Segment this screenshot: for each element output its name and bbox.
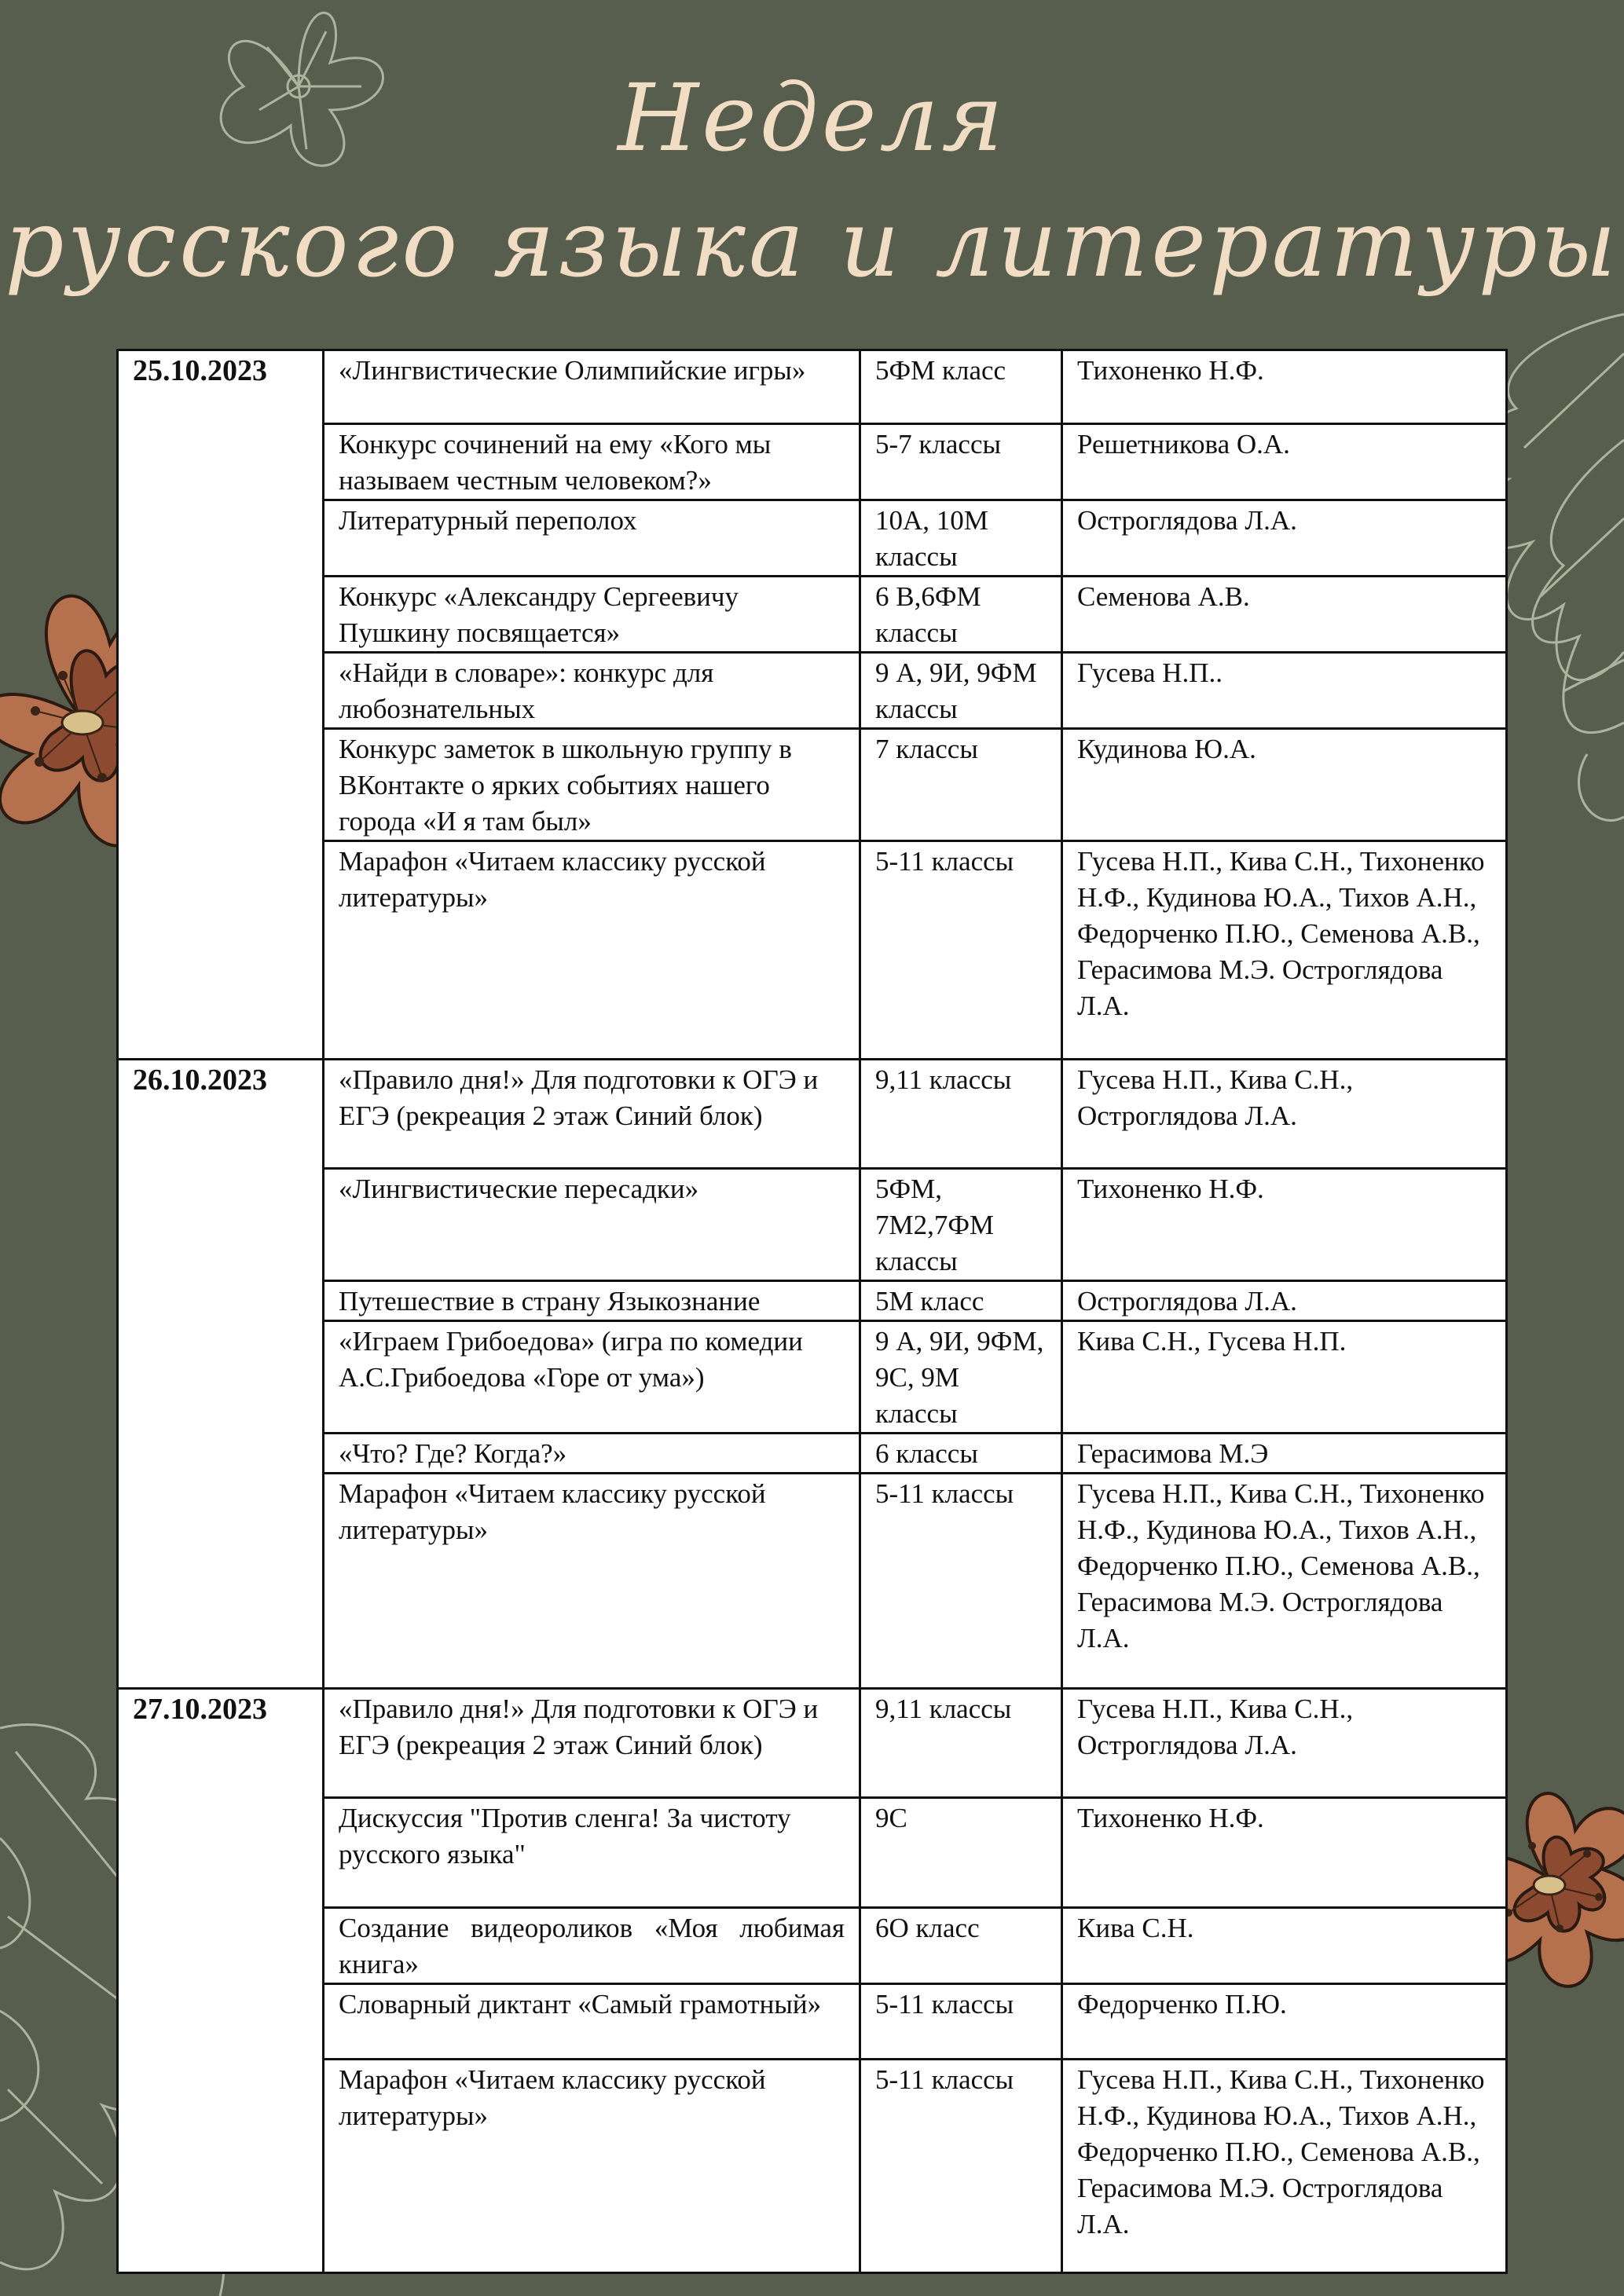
classes-cell: 9,11 классы bbox=[860, 1060, 1062, 1169]
classes-cell: 6 классы bbox=[860, 1434, 1062, 1474]
table-row bbox=[118, 1474, 1507, 1689]
classes-cell: 9 А, 9И, 9ФМ классы bbox=[860, 653, 1062, 729]
table-row bbox=[118, 1689, 1507, 1798]
table-row bbox=[118, 424, 1507, 500]
event-name-cell: Литературный переполох bbox=[324, 500, 860, 577]
teacher-cell: Кудинова Ю.А. bbox=[1062, 729, 1507, 841]
teacher-cell: Тихоненко Н.Ф. bbox=[1062, 350, 1507, 424]
event-name-cell: Марафон «Читаем классику русской литературы» bbox=[324, 841, 860, 1060]
event-name-cell: Марафон «Читаем классику русской литературы» bbox=[324, 1474, 860, 1689]
table-row bbox=[118, 1060, 1507, 1169]
table-row bbox=[118, 1908, 1507, 1984]
table-row bbox=[118, 577, 1507, 653]
teacher-cell: Тихоненко Н.Ф. bbox=[1062, 1798, 1507, 1908]
classes-cell: 9 А, 9И, 9ФМ, 9С, 9М классы bbox=[860, 1321, 1062, 1434]
event-name-cell: «Лингвистические пересадки» bbox=[324, 1169, 860, 1281]
table-row bbox=[118, 1434, 1507, 1474]
classes-cell: 9С bbox=[860, 1798, 1062, 1908]
table-row bbox=[118, 841, 1507, 1060]
event-name-cell: «Правило дня!» Для подготовки к ОГЭ и ЕГЭ (рекреация 2 этаж Синий блок) bbox=[324, 1060, 860, 1169]
teacher-cell: Кива С.Н. bbox=[1062, 1908, 1507, 1984]
classes-cell: 9,11 классы bbox=[860, 1689, 1062, 1798]
teacher-cell: Гусева Н.П., Кива С.Н., Остроглядова Л.А. bbox=[1062, 1689, 1507, 1798]
event-name-cell: Конкурс «Александру Сергеевичу Пушкину посвящается» bbox=[324, 577, 860, 653]
teacher-cell: Тихоненко Н.Ф. bbox=[1062, 1169, 1507, 1281]
classes-cell: 5-11 классы bbox=[860, 1984, 1062, 2060]
teacher-cell: Гусева Н.П., Кива С.Н., Тихоненко Н.Ф., Кудинова Ю.А., Тихов А.Н., Федорченко П.Ю., Семенова А.В., Герасимова М.Э. Остроглядова Л.А. bbox=[1062, 2060, 1507, 2273]
event-name-cell: «Найди в словаре»: конкурс для любознательных bbox=[324, 653, 860, 729]
event-name-cell: Марафон «Читаем классику русской литературы» bbox=[324, 2060, 860, 2273]
classes-cell: 7 классы bbox=[860, 729, 1062, 841]
page-title bbox=[0, 55, 1624, 306]
table-row bbox=[118, 1321, 1507, 1434]
classes-cell: 6 В,6ФМ классы bbox=[860, 577, 1062, 653]
event-name-cell: Конкурс сочинений на ему «Кого мы называем честным человеком?» bbox=[324, 424, 860, 500]
table-row bbox=[118, 350, 1507, 424]
teacher-cell: Гусева Н.П., Кива С.Н., Тихоненко Н.Ф., Кудинова Ю.А., Тихов А.Н., Федорченко П.Ю., Семенова А.В., Герасимова М.Э. Остроглядова Л.А. bbox=[1062, 1474, 1507, 1689]
classes-cell: 5-7 классы bbox=[860, 424, 1062, 500]
event-name-cell: Путешествие в страну Языкознание bbox=[324, 1281, 860, 1321]
teacher-cell: Герасимова М.Э bbox=[1062, 1434, 1507, 1474]
date-cell: 27.10.2023 bbox=[118, 1689, 324, 2273]
date-cell: 25.10.2023 bbox=[118, 350, 324, 1060]
event-name-cell: Словарный диктант «Самый грамотный» bbox=[324, 1984, 860, 2060]
classes-cell: 10А, 10М классы bbox=[860, 500, 1062, 577]
teacher-cell: Гусева Н.П., Кива С.Н., Тихоненко Н.Ф., Кудинова Ю.А., Тихов А.Н., Федорченко П.Ю., Семенова А.В., Герасимова М.Э. Остроглядова Л.А. bbox=[1062, 841, 1507, 1060]
title-line-1: Неделя bbox=[618, 64, 1006, 172]
teacher-cell: Семенова А.В. bbox=[1062, 577, 1507, 653]
date-cell: 26.10.2023 bbox=[118, 1060, 324, 1689]
event-name-cell: Создание видеороликов «Моя любимая книга» bbox=[324, 1908, 860, 1984]
table-row bbox=[118, 1984, 1507, 2060]
table-row bbox=[118, 1798, 1507, 1908]
teacher-cell: Гусева Н.П.. bbox=[1062, 653, 1507, 729]
table-row bbox=[118, 1281, 1507, 1321]
classes-cell: 5ФМ, 7М2,7ФМ классы bbox=[860, 1169, 1062, 1281]
teacher-cell: Кива С.Н., Гусева Н.П. bbox=[1062, 1321, 1507, 1434]
table-row bbox=[118, 500, 1507, 577]
classes-cell: 5М класс bbox=[860, 1281, 1062, 1321]
teacher-cell: Остроглядова Л.А. bbox=[1062, 500, 1507, 577]
schedule-table bbox=[116, 349, 1508, 2274]
classes-cell: 5-11 классы bbox=[860, 841, 1062, 1060]
classes-cell: 5-11 классы bbox=[860, 1474, 1062, 1689]
teacher-cell: Федорченко П.Ю. bbox=[1062, 1984, 1507, 2060]
event-name-cell: «Что? Где? Когда?» bbox=[324, 1434, 860, 1474]
table-row bbox=[118, 1169, 1507, 1281]
event-name-cell: «Лингвистические Олимпийские игры» bbox=[324, 350, 860, 424]
title-line-2: русского языка и литературы bbox=[5, 189, 1619, 298]
event-name-cell: «Играем Грибоедова» (игра по комедии А.С.Грибоедова «Горе от ума») bbox=[324, 1321, 860, 1434]
event-name-cell: Конкурс заметок в школьную группу в ВКонтакте о ярких событиях нашего города «И я там был» bbox=[324, 729, 860, 841]
table-row bbox=[118, 729, 1507, 841]
teacher-cell: Решетникова О.А. bbox=[1062, 424, 1507, 500]
classes-cell: 5-11 классы bbox=[860, 2060, 1062, 2273]
teacher-cell: Остроглядова Л.А. bbox=[1062, 1281, 1507, 1321]
table-row bbox=[118, 2060, 1507, 2273]
table-row bbox=[118, 653, 1507, 729]
classes-cell: 6О класс bbox=[860, 1908, 1062, 1984]
event-name-cell: «Правило дня!» Для подготовки к ОГЭ и ЕГЭ (рекреация 2 этаж Синий блок) bbox=[324, 1689, 860, 1798]
classes-cell: 5ФМ класс bbox=[860, 350, 1062, 424]
teacher-cell: Гусева Н.П., Кива С.Н., Остроглядова Л.А. bbox=[1062, 1060, 1507, 1169]
event-name-cell: Дискуссия "Против сленга! За чистоту русского языка" bbox=[324, 1798, 860, 1908]
